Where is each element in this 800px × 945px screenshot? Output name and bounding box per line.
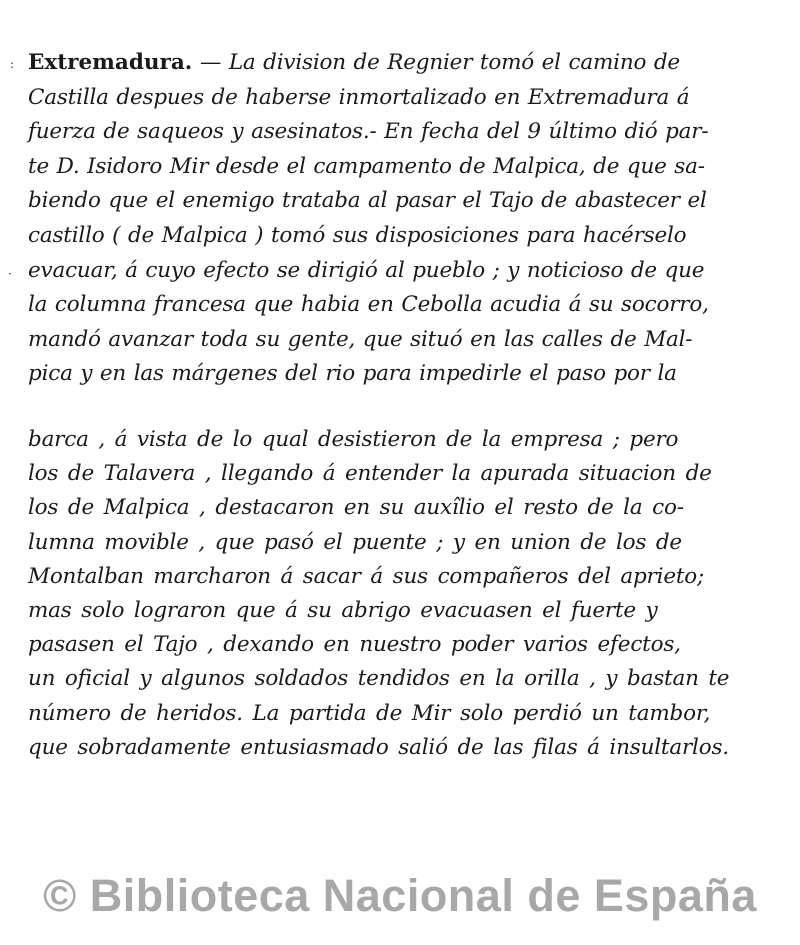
text-line: te D. Isidoro Mir desde el campamento de Malpica, de que sa- [28,153,705,179]
section-heading: Extremadura. [28,50,193,75]
article-paragraph-1 [28,46,780,392]
margin-mark-icon: : [10,57,15,71]
text-line [28,46,780,81]
text-line: que sobradamente entusiasmado salió de las filas á insultarlos. [28,734,729,760]
line-text: La division de Regnier tomó el camino de [228,50,680,75]
text-line: un oficial y algunos soldados tendidos en la orilla , y bastan te [28,666,730,692]
text-line: biendo que el enemigo trataba al pasar el Tajo de abastecer el [28,188,707,214]
text-line: lumna movible , que pasó el puente ; y en union de los de [28,529,682,555]
text-line: Castilla despues de haberse inmortalizado en Extremadura á [28,84,690,110]
text-line: mas solo lograron que á su abrigo evacuasen el fuerte y [28,597,658,623]
text-line: fuerza de saqueos y asesinatos.- En fecha del 9 último dió par- [28,119,709,145]
heading-dash: — [199,50,222,75]
library-watermark: © Biblioteca Nacional de España [43,870,757,921]
text-line: evacuar, á cuyo efecto se dirigió al pueblo ; y noticioso de que [28,257,705,283]
text-line: los de Malpica , destacaron en su auxîlio el resto de la co- [28,495,684,521]
text-line: número de heridos. La partida de Mir solo perdió un tambor, [28,700,711,726]
text-line: barca , á vista de lo qual desistieron de la empresa ; pero [28,427,679,452]
text-line: mandó avanzar toda su gente, que situó en las calles de Mal- [28,326,693,352]
text-line: castillo ( de Malpica ) tomó sus disposiciones para hacérselo [28,222,687,248]
text-line: los de Talavera , llegando á entender la apurada situacion de [28,461,712,487]
text-line: pasasen el Tajo , dexando en nuestro poder varios efectos, [28,632,681,658]
text-line: pica y en las márgenes del rio para impedirle el paso por la [28,361,677,387]
margin-mark-icon: · [8,267,12,281]
article-paragraph-2 [28,423,780,765]
text-line: Montalban marcharon á sacar á sus compañeros del aprieto; [28,563,705,589]
text-line: la columna francesa que habia en Cebolla acudia á su socorro, [28,292,709,318]
